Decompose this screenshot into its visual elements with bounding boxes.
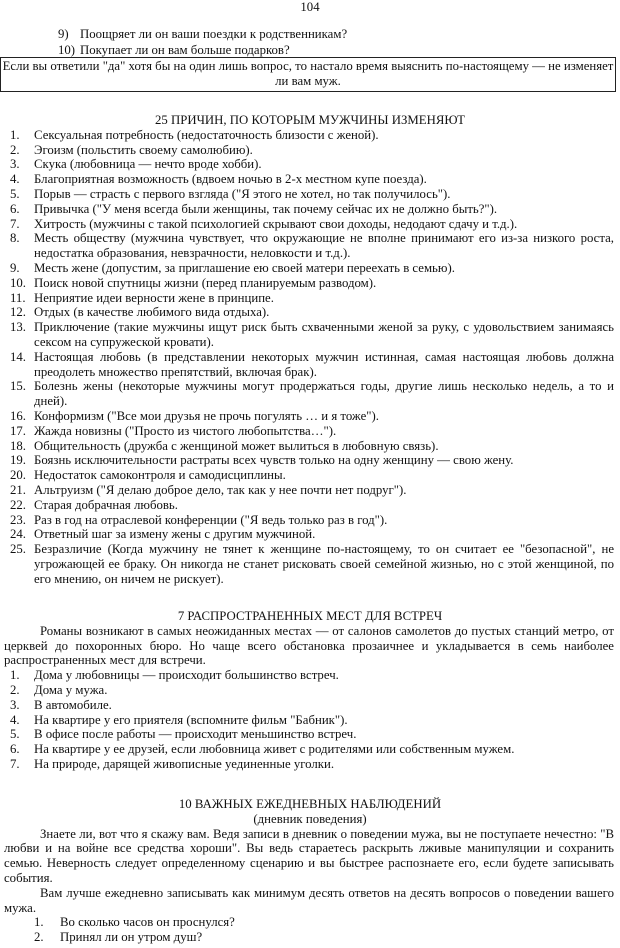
item-number: 13. <box>10 320 26 335</box>
list-item <box>0 276 620 291</box>
item-text: Покупает ли он вам больше подарков? <box>80 43 290 57</box>
item-number: 23. <box>10 512 26 527</box>
item-number: 8. <box>10 231 20 246</box>
item-number: 7. <box>10 756 20 771</box>
list-item <box>0 217 620 232</box>
paragraph: Знаете ли, вот что я скажу вам. Ведя записи в дневник о поведении мужа, вы не поступаете нечестно: "В любви и на войне все средства хороши". Вы ведь стараетесь раскрыть лживые манипуляции и сохранить семью. Неверность следует определенному сценарию и вы быстрее распознаете его, если будете записывать события. <box>4 826 614 885</box>
item-text: Скука (любовница — нечто вроде хобби). <box>34 157 262 172</box>
list-item <box>0 668 620 683</box>
note-box: Если вы ответили "да" хотя бы на один лишь вопрос, то настало время выяснить по-настоящему — не изменяет ли вам муж. <box>0 57 616 92</box>
item-number: 22. <box>10 497 26 512</box>
item-text: Месть жене (допустим, за приглашение ею своей матери переехать в семью). <box>34 260 455 275</box>
item-text: Дома у мужа. <box>34 682 108 697</box>
item-text: Поощряет ли он ваши поездки к родственникам? <box>80 27 348 41</box>
list-item <box>0 350 620 380</box>
item-number: 16. <box>10 408 26 423</box>
item-text: Общительность (дружба с женщиной может вылиться в любовную связь). <box>34 438 439 453</box>
list-item <box>0 915 620 930</box>
item-number: 19. <box>10 453 26 468</box>
section-heading: 7 РАСПРОСТРАНЕННЫХ МЕСТ ДЛЯ ВСТРЕЧ <box>177 609 443 623</box>
list-item <box>0 291 620 306</box>
item-text: Во сколько часов он проснулся? <box>60 915 235 930</box>
page-number: 104 <box>300 0 320 14</box>
item-text: В автомобиле. <box>34 697 112 712</box>
item-text: Недостаток самоконтроля и самодисциплины. <box>34 468 286 483</box>
list-item <box>58 26 598 42</box>
item-number: 1. <box>10 668 20 683</box>
section-subheading: (дневник поведения) <box>253 811 367 826</box>
item-number: 5. <box>10 186 20 201</box>
item-text: Отдых (в качестве любимого вида отдыха). <box>34 305 270 320</box>
item-text: Конформизм ("Все мои друзья не прочь погулять … и я тоже"). <box>34 408 379 423</box>
item-text: Порыв — страсть с первого взгляда ("Я этого не хотел, но так получилось"). <box>34 186 451 201</box>
list-item <box>0 468 620 483</box>
item-number: 10) <box>58 43 76 57</box>
item-text: Альтруизм ("Я делаю доброе дело, так как у нее почти нет подруг"). <box>34 482 407 497</box>
list-item <box>0 527 620 542</box>
item-number: 10. <box>10 275 26 290</box>
item-number: 11. <box>10 290 26 305</box>
list-item <box>0 542 620 586</box>
item-text: Хитрость (мужчины с такой психологией скрывают свои доходы, недодают сдачу и т.д.). <box>34 216 518 231</box>
item-number: 12. <box>10 305 26 320</box>
list-item <box>0 157 620 172</box>
item-text: Приключение (такие мужчины ищут риск быть схваченными женой за руку, с удовольствием занимаясь сексом на супружеской кровати). <box>34 320 614 349</box>
list-item <box>0 930 620 945</box>
item-text: В офисе после работы — происходит меньшинство встреч. <box>34 727 357 742</box>
item-number: 2. <box>10 682 20 697</box>
item-number: 15. <box>10 379 26 394</box>
item-number: 7. <box>10 216 20 231</box>
list-item <box>0 320 620 350</box>
list-item <box>0 202 620 217</box>
question-list <box>58 26 598 58</box>
observations-section <box>0 797 620 945</box>
list-item <box>0 742 620 757</box>
list-item <box>0 713 620 728</box>
item-number: 9) <box>58 27 69 41</box>
item-text: Ответный шаг за измену жены с другим мужчиной. <box>34 527 316 542</box>
item-text: Поиск новой спутницы жизни (перед планируемым разводом). <box>34 275 377 290</box>
item-text: Месть обществу (мужчина чувствует, что окружающие не вполне принимают его из-за низкого роста, недостатка образования, невзрачности, неловкости и т.д.). <box>34 231 614 261</box>
item-number: 6. <box>10 742 20 757</box>
list-item <box>0 453 620 468</box>
item-number: 3. <box>10 697 20 712</box>
item-text: Сексуальная потребность (недостаточность близости с женой). <box>34 127 379 142</box>
section-heading: 25 ПРИЧИН, ПО КОТОРЫМ МУЖЧИНЫ ИЗМЕНЯЮТ <box>154 113 466 127</box>
item-text: Болезнь жены (некоторые мужчины могут продержаться годы, другие лишь несколько недель, а то и дней). <box>34 379 614 409</box>
item-text: Жажда новизны ("Просто из чистого любопытства…"). <box>34 423 337 438</box>
item-number: 24. <box>10 527 26 542</box>
item-number: 14. <box>10 349 26 364</box>
item-number: 25. <box>10 542 26 557</box>
section-heading: 10 ВАЖНЫХ ЕЖЕДНЕВНЫХ НАБЛЮДЕНИЙ <box>178 797 442 811</box>
list-item <box>0 698 620 713</box>
item-number: 4. <box>10 712 20 727</box>
item-number: 9. <box>10 260 20 275</box>
item-text: Боязнь исключительности растраты всех чувств только на одну женщину — свою жену. <box>34 453 514 468</box>
item-text: Эгоизм (польстить своему самолюбию). <box>34 142 253 157</box>
item-text: Настоящая любовь (в представлении некоторых мужчин истинная, самая настоящая любовь должна преодолеть множество препятствий, включая брак). <box>34 349 614 379</box>
list-item <box>0 128 620 143</box>
item-text: На квартире у его приятеля (вспомните фильм "Бабник"). <box>34 712 348 727</box>
list-item <box>0 439 620 454</box>
list-item <box>0 187 620 202</box>
list-item <box>0 727 620 742</box>
item-text: Дома у любовницы — происходит большинство встреч. <box>34 668 339 683</box>
item-text: Раз в год на отраслевой конференции ("Я ведь только раз в год"). <box>34 512 388 527</box>
item-text: Старая добрачная любовь. <box>34 497 178 512</box>
list-item <box>58 42 598 58</box>
item-number: 3. <box>10 157 20 172</box>
places-list <box>0 668 620 772</box>
list-item <box>0 498 620 513</box>
item-text: На квартире у ее друзей, если любовница живет с родителями или собственным мужем. <box>34 742 515 757</box>
item-text: Неприятие идеи верности жене в принципе. <box>34 290 274 305</box>
item-number: 18. <box>10 438 26 453</box>
list-item <box>0 513 620 528</box>
reasons-list <box>0 128 620 587</box>
list-item <box>0 305 620 320</box>
list-item <box>0 143 620 158</box>
list-item <box>0 409 620 424</box>
list-item <box>0 683 620 698</box>
item-text: Безразличие (Когда мужчину не тянет к женщине по-настоящему, то он считает ее "безопасной", не угрожающей ее браку. Он никогда не станет рисковать своей семейной жизнью, но с этой женщиной, по его мнению, он ничем не рискует). <box>34 542 614 586</box>
list-item <box>0 424 620 439</box>
places-section <box>0 609 620 772</box>
item-number: 20. <box>10 468 26 483</box>
list-item <box>0 483 620 498</box>
item-number: 1. <box>10 127 20 142</box>
item-text: Привычка ("У меня всегда были женщины, так почему сейчас их не должно быть?"). <box>34 201 498 216</box>
list-item <box>0 172 620 187</box>
item-text: Принял ли он утром душ? <box>60 930 203 945</box>
item-text: Благоприятная возможность (вдвоем ночью в 2-х местном купе поезда). <box>34 172 427 187</box>
item-number: 21. <box>10 482 26 497</box>
paragraph: Вам лучше ежедневно записывать как минимум десять ответов на десять вопросов о поведении вашего мужа. <box>4 885 614 915</box>
list-item <box>0 261 620 276</box>
reasons-section <box>0 113 620 587</box>
item-number: 4. <box>10 172 20 187</box>
item-number: 1. <box>34 915 44 930</box>
item-text: На природе, дарящей живописные уединенные уголки. <box>34 756 335 771</box>
questions-list <box>0 915 620 945</box>
item-number: 5. <box>10 727 20 742</box>
item-number: 6. <box>10 201 20 216</box>
item-number: 2. <box>10 142 20 157</box>
item-number: 2. <box>34 930 44 945</box>
intro-paragraph: Романы возникают в самых неожиданных местах — от салонов самолетов до пустых станций метро, от церквей до похоронных бюро. Но чаще всего обстановка прозаичнее и укладывается в семь наиболее распространенных мест для встречи. <box>4 623 614 668</box>
list-item <box>0 757 620 772</box>
list-item <box>0 231 620 261</box>
item-number: 17. <box>10 423 26 438</box>
list-item <box>0 379 620 409</box>
